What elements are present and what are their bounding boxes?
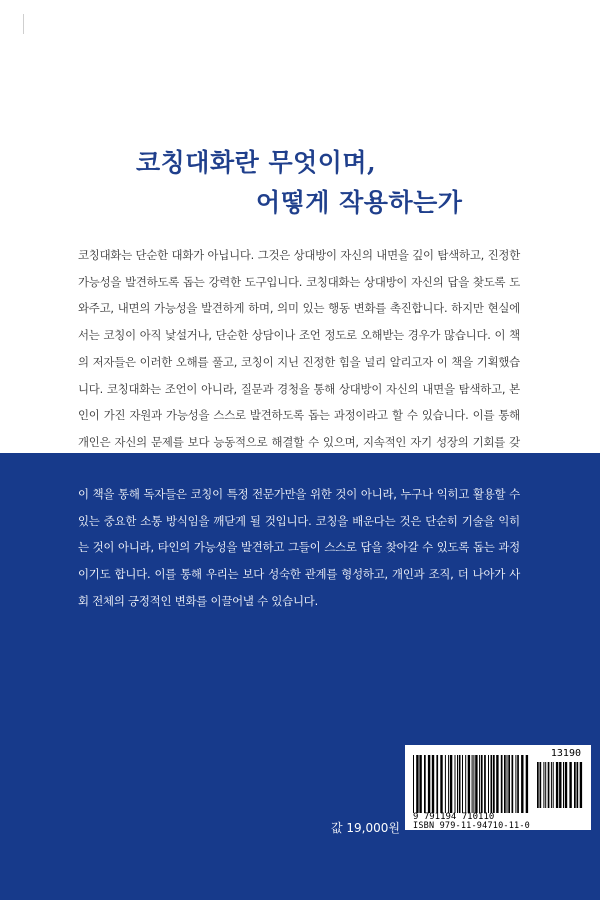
barcode-bar: [517, 755, 519, 813]
intro-paragraph: 코칭대화는 단순한 대화가 아닙니다. 그것은 상대방이 자신의 내면을 깊이 탐색하고, 진정한 가능성을 발견하도록 돕는 강력한 도구입니다. 코칭대화는 상대방이 자신의 답을 찾도록 도와주고, 내면의 가능성을 발견하게 하며, 의미 있는 행동 변화를 촉진합니다. 하지만 현실에서는 코칭이 아직 낯설거나, 단순한 상담이나 조언 정도로 오해받는 경우가 많습니다. 이 책의 저자들은 이러한 오해를 풀고, 코칭이 지닌 진정한 힘을 널리 알리고자 이 책을 기획했습니다. 코칭대화는 조언이 아니라, 질문과 경청을 통해 상대방이 자신의 내면을 탐색하고, 본인이 가진 자원과 가능성을 스스로 발견하도록 돕는 과정이라고 할 수 있습니다. 이를 통해 개인은 자신의 문제를 보다 능동적으로 해결할 수 있으며, 지속적인 자기 성장의 기회를 갖: [78, 248, 520, 449]
barcode-bar: [577, 762, 579, 808]
title-line-1: 코칭대화란 무엇이며,: [136, 148, 377, 177]
barcode-bar: [537, 762, 539, 808]
barcode-bar: [440, 755, 442, 813]
barcode-bar: [475, 755, 477, 813]
barcode-bar: [484, 755, 486, 813]
barcode-bar: [457, 755, 458, 813]
cover-title: [0, 143, 600, 223]
barcode-bar: [472, 755, 473, 813]
barcode-bar: [569, 762, 571, 808]
barcode-bar: [450, 755, 452, 813]
barcode-panel: [405, 745, 591, 830]
barcode-bar: [481, 755, 483, 813]
barcode-bar: [465, 755, 466, 813]
barcode-bar: [563, 762, 564, 808]
barcode-bar: [416, 755, 418, 813]
barcode-bar: [526, 755, 528, 813]
barcode-bar: [473, 755, 474, 813]
price-label: 값 19,000원: [331, 821, 400, 835]
barcode-bar: [565, 762, 567, 808]
barcode-bar: [459, 755, 461, 813]
barcode-bar: [428, 755, 430, 813]
barcode-bar: [559, 762, 561, 808]
closing-paragraph: 이 책을 통해 독자들은 코칭이 특정 전문가만을 위한 것이 아니라, 누구나 익히고 활용할 수 있는 중요한 소통 방식임을 깨닫게 될 것입니다. 코칭을 배운다는 것은 단순히 기술을 익히는 것이 아니라, 타인의 가능성을 발견하고 그들이 스스로 답을 찾아갈 수 있도록 돕는 과정이기도 합니다. 이를 통해 우리는 보다 성숙한 관계를 형성하고, 개인과 조직, 더 나아가 사회 전체의 긍정적인 변화를 이끌어낼 수 있습니다.: [78, 487, 520, 608]
barcode-bar: [432, 755, 434, 813]
isbn-label: ISBN 979-11-94710-11-0: [413, 821, 530, 831]
barcode-digits: 9 791194 710110: [413, 812, 495, 822]
barcode-bar: [488, 755, 489, 813]
barcode-bar: [462, 755, 463, 813]
barcode-bar: [493, 755, 495, 813]
barcode-bar: [445, 755, 446, 813]
barcode-bar: [479, 755, 480, 813]
barcode-bar: [545, 762, 546, 808]
barcode-bar: [507, 755, 508, 813]
title-line-2: 어떻게 작용하는가: [256, 188, 463, 217]
barcode-bar: [556, 762, 558, 808]
barcode-bar: [551, 762, 552, 808]
barcode-bar: [512, 755, 514, 813]
barcode-bar: [553, 762, 554, 808]
barcode-bar: [504, 755, 506, 813]
barcode-bar: [508, 755, 510, 813]
barcode-bar: [501, 755, 503, 813]
barcode-bar: [419, 755, 421, 813]
barcode-bar: [413, 755, 414, 813]
barcode-bar: [574, 762, 576, 808]
barcode-bar: [496, 755, 498, 813]
barcode-bar: [548, 762, 550, 808]
barcode-bar: [491, 755, 493, 813]
barcode-bar: [515, 755, 516, 813]
barcode-bar: [436, 755, 438, 813]
isbn-barcode-bars: [413, 755, 531, 813]
barcode-bar: [543, 762, 544, 808]
barcode-addon-code: 13190: [550, 748, 581, 759]
addon-barcode-bars: [537, 762, 583, 808]
barcode-bar: [468, 755, 470, 813]
barcode-bar: [424, 755, 426, 813]
barcode-bar: [521, 755, 523, 813]
crop-mark: [23, 14, 24, 34]
barcode-bar: [580, 762, 582, 808]
barcode-bar: [455, 755, 456, 813]
barcode-bar: [448, 755, 449, 813]
barcode-bar: [540, 762, 542, 808]
